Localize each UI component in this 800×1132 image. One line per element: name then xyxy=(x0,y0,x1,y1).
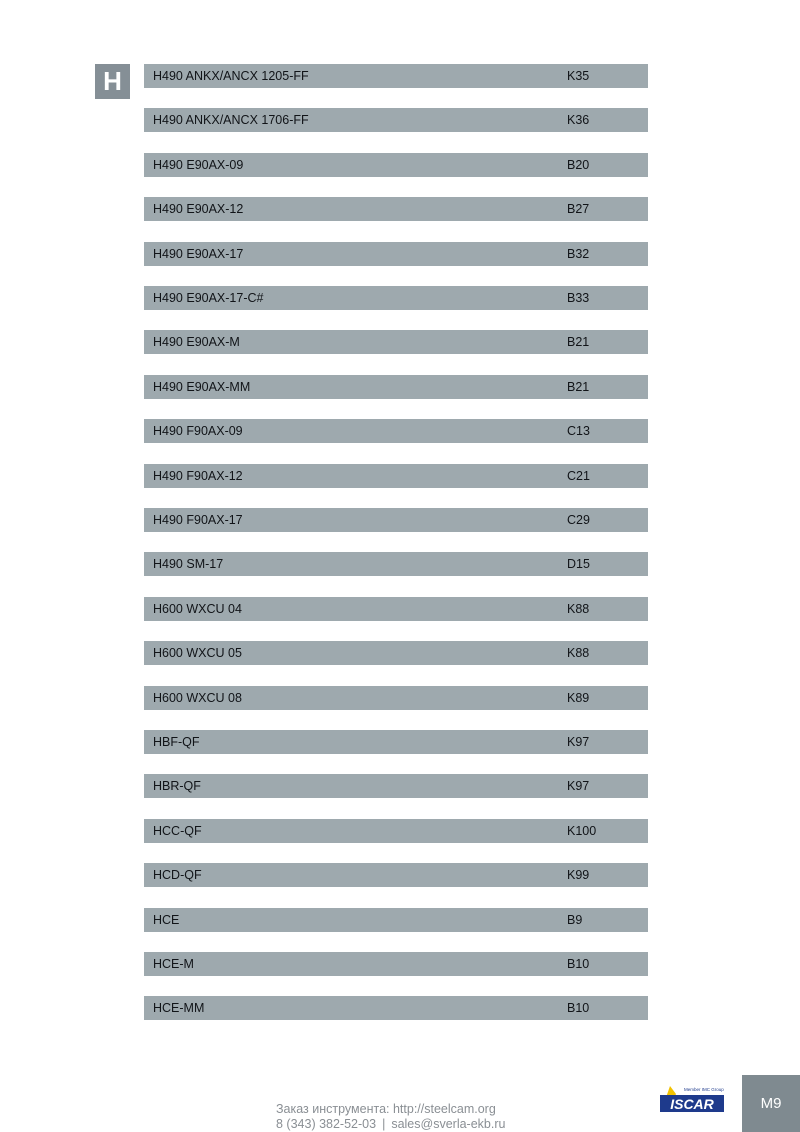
table-row xyxy=(144,508,648,532)
row-code: H490 E90AX-09 xyxy=(153,157,244,172)
table-row xyxy=(144,908,648,932)
row-page-ref: B21 xyxy=(567,379,590,394)
table-row xyxy=(144,952,648,976)
row-code: HCE-M xyxy=(153,957,194,971)
row-page-ref: C21 xyxy=(567,468,590,483)
row-code: H490 E90AX-17-C# xyxy=(153,291,264,305)
row-page-ref: B33 xyxy=(567,291,590,305)
row-page-ref: K35 xyxy=(567,69,590,83)
order-line: Заказ инструмента: http://steelcam.org xyxy=(276,1102,496,1116)
row-code: HBR-QF xyxy=(153,779,201,794)
row-page-ref: K97 xyxy=(567,735,590,749)
row-page-ref: K88 xyxy=(567,601,590,616)
row-code: H490 E90AX-17 xyxy=(153,246,244,261)
row-page-ref: C13 xyxy=(567,424,590,439)
row-code: H490 ANKX/ANCX 1205-FF xyxy=(153,69,309,83)
row-code: H490 E90AX-M xyxy=(153,335,240,350)
table-row xyxy=(144,286,648,310)
iscar-logo-icon xyxy=(658,1082,726,1114)
table-row xyxy=(144,64,648,88)
phone-number: 8 (343) 382-52-03 xyxy=(276,1117,377,1131)
row-page-ref: K99 xyxy=(567,868,590,883)
contact-separator: | xyxy=(382,1117,386,1131)
table-row xyxy=(144,330,648,354)
table-row xyxy=(144,464,648,488)
row-code: HBF-QF xyxy=(153,735,200,749)
row-page-ref: K88 xyxy=(567,646,590,661)
row-page-ref: B10 xyxy=(567,1001,590,1016)
table-row xyxy=(144,774,648,798)
table-row xyxy=(144,108,648,132)
table-row xyxy=(144,641,648,665)
table-row xyxy=(144,863,648,887)
table-row xyxy=(144,819,648,843)
contact-line xyxy=(276,1117,576,1132)
row-code: HCE xyxy=(153,912,180,927)
table-row xyxy=(144,375,648,399)
row-page-ref: B21 xyxy=(567,335,590,350)
row-code: H600 WXCU 05 xyxy=(153,646,242,661)
row-page-ref: B27 xyxy=(567,202,590,217)
row-page-ref: B10 xyxy=(567,957,590,971)
row-code: H490 ANKX/ANCX 1706-FF xyxy=(153,113,309,128)
row-code: H490 E90AX-MM xyxy=(153,379,251,394)
row-code: H490 E90AX-12 xyxy=(153,202,244,217)
table-row xyxy=(144,419,648,443)
logo-tagline: Member IMC Group xyxy=(684,1087,724,1092)
row-code: H600 WXCU 04 xyxy=(153,601,242,616)
row-page-ref: B20 xyxy=(567,157,590,172)
row-page-ref: B32 xyxy=(567,246,590,261)
row-code: H490 F90AX-12 xyxy=(153,468,243,483)
row-page-ref: K89 xyxy=(567,690,590,705)
table-row xyxy=(144,730,648,754)
row-code: HCE-MM xyxy=(153,1001,205,1016)
page-number-tab: M9 xyxy=(742,1075,800,1132)
table-row xyxy=(144,552,648,576)
row-code: H490 F90AX-17 xyxy=(153,513,243,527)
email-address: sales@sverla-ekb.ru xyxy=(391,1117,506,1131)
table-row xyxy=(144,686,648,710)
table-row xyxy=(144,597,648,621)
logo-wordmark: ISCAR xyxy=(670,1096,714,1112)
table-row xyxy=(144,153,648,177)
row-page-ref: C29 xyxy=(567,513,590,527)
row-code: H600 WXCU 08 xyxy=(153,690,242,705)
table-row xyxy=(144,242,648,266)
section-letter-tab: H xyxy=(95,64,130,99)
row-page-ref: B9 xyxy=(567,912,583,927)
table-row xyxy=(144,197,648,221)
table-row xyxy=(144,996,648,1020)
row-code: HCC-QF xyxy=(153,823,202,838)
row-code: H490 SM-17 xyxy=(153,557,224,572)
row-page-ref: K100 xyxy=(567,823,597,838)
row-page-ref: K36 xyxy=(567,113,590,128)
row-page-ref: K97 xyxy=(567,779,590,794)
row-code: HCD-QF xyxy=(153,868,202,883)
row-page-ref: D15 xyxy=(567,557,590,572)
footer-contacts xyxy=(276,1102,576,1132)
row-code: H490 F90AX-09 xyxy=(153,424,243,439)
